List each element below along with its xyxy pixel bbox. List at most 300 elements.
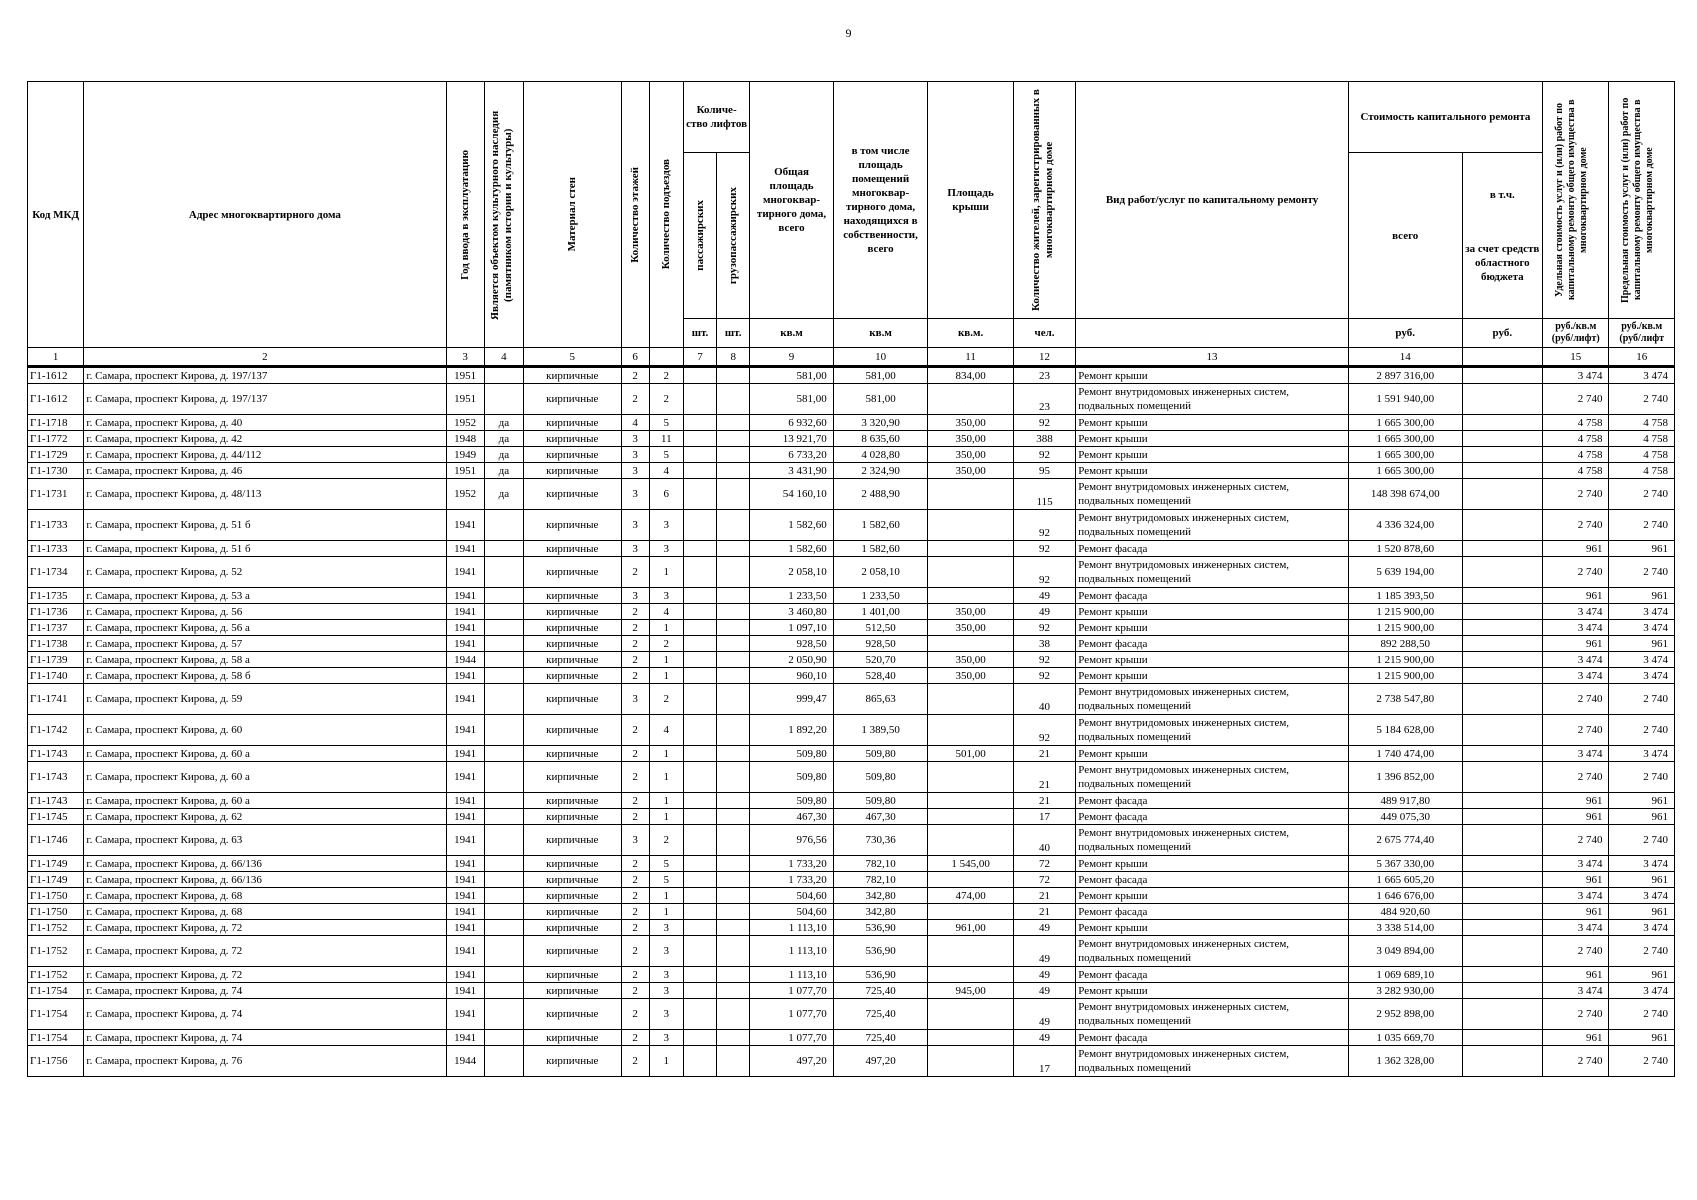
cell-heritage xyxy=(484,1030,523,1046)
cell-cost-budget xyxy=(1462,936,1543,967)
cell-work: Ремонт внутридомовых инженерных систем, подвальных помещений xyxy=(1076,715,1349,746)
cell-lifts-cargo xyxy=(717,367,750,384)
cell-lifts-cargo xyxy=(717,920,750,936)
cell-material: кирпичные xyxy=(523,1030,621,1046)
cell-work: Ремонт внутридомовых инженерных систем, подвальных помещений xyxy=(1076,762,1349,793)
cell-year: 1941 xyxy=(446,936,484,967)
cell-material: кирпичные xyxy=(523,541,621,557)
cell-unit-cost: 961 xyxy=(1543,588,1609,604)
cell-own-area: 497,20 xyxy=(833,1046,928,1077)
cell-kod: Г1-1742 xyxy=(28,715,84,746)
cell-residents: 49 xyxy=(1013,604,1075,620)
cell-address: г. Самара, проспект Кирова, д. 56 а xyxy=(84,620,446,636)
cell-work: Ремонт крыши xyxy=(1076,888,1349,904)
cell-residents: 92 xyxy=(1013,510,1075,541)
cell-cost-budget xyxy=(1462,652,1543,668)
cell-floors: 3 xyxy=(621,463,649,479)
cell-unit-cost: 961 xyxy=(1543,904,1609,920)
col-floors: Количество этажей xyxy=(621,82,649,348)
cell-entrances: 2 xyxy=(649,684,683,715)
table-row xyxy=(28,746,1675,762)
cell-cost-total: 1 215 900,00 xyxy=(1348,604,1462,620)
cell-entrances: 3 xyxy=(649,920,683,936)
cell-cost-budget xyxy=(1462,872,1543,888)
cell-address: г. Самара, проспект Кирова, д. 68 xyxy=(84,888,446,904)
cell-entrances: 1 xyxy=(649,1046,683,1077)
cell-floors: 2 xyxy=(621,620,649,636)
cell-entrances: 3 xyxy=(649,983,683,999)
cell-lifts-cargo xyxy=(717,793,750,809)
cell-entrances: 2 xyxy=(649,825,683,856)
cell-kod: Г1-1729 xyxy=(28,447,84,463)
cell-lifts-cargo xyxy=(717,983,750,999)
cell-year: 1944 xyxy=(446,652,484,668)
cell-kod: Г1-1743 xyxy=(28,793,84,809)
cell-floors: 3 xyxy=(621,479,649,510)
cell-roof-area xyxy=(928,793,1014,809)
cell-cost-total: 1 665 300,00 xyxy=(1348,447,1462,463)
cell-unit-cost: 3 474 xyxy=(1543,888,1609,904)
cell-kod: Г1-1749 xyxy=(28,872,84,888)
cell-cost-total: 148 398 674,00 xyxy=(1348,479,1462,510)
cell-own-area: 3 320,90 xyxy=(833,415,928,431)
cell-lifts-pass xyxy=(683,431,716,447)
cell-unit-cost: 3 474 xyxy=(1543,652,1609,668)
cell-entrances: 5 xyxy=(649,447,683,463)
cell-cost-budget xyxy=(1462,636,1543,652)
cell-cost-total: 1 215 900,00 xyxy=(1348,668,1462,684)
cell-lifts-pass xyxy=(683,479,716,510)
cell-limit-cost: 2 740 xyxy=(1609,936,1675,967)
cell-address: г. Самара, проспект Кирова, д. 60 а xyxy=(84,762,446,793)
cell-floors: 3 xyxy=(621,447,649,463)
col-lifts: Количе-ство лифтов xyxy=(683,82,749,153)
cell-roof-area: 834,00 xyxy=(928,367,1014,384)
cell-lifts-cargo xyxy=(717,652,750,668)
cell-kod: Г1-1737 xyxy=(28,620,84,636)
cell-cost-total: 1 665 300,00 xyxy=(1348,415,1462,431)
cell-total-area: 6 932,60 xyxy=(750,415,834,431)
col-material: Материал стен xyxy=(523,82,621,348)
cell-roof-area: 474,00 xyxy=(928,888,1014,904)
cell-heritage xyxy=(484,557,523,588)
cell-floors: 2 xyxy=(621,367,649,384)
cell-kod: Г1-1733 xyxy=(28,541,84,557)
cell-work: Ремонт крыши xyxy=(1076,668,1349,684)
cell-heritage xyxy=(484,983,523,999)
cell-residents: 49 xyxy=(1013,920,1075,936)
unit-own-area: кв.м xyxy=(833,319,928,348)
cell-work: Ремонт фасада xyxy=(1076,904,1349,920)
cell-cost-budget xyxy=(1462,463,1543,479)
cell-work: Ремонт крыши xyxy=(1076,983,1349,999)
cell-material: кирпичные xyxy=(523,620,621,636)
cell-cost-total: 1 665 300,00 xyxy=(1348,431,1462,447)
cell-material: кирпичные xyxy=(523,431,621,447)
cell-material: кирпичные xyxy=(523,652,621,668)
cell-lifts-cargo xyxy=(717,888,750,904)
cell-cost-total: 1 520 878,60 xyxy=(1348,541,1462,557)
cell-residents: 49 xyxy=(1013,1030,1075,1046)
cell-lifts-cargo xyxy=(717,588,750,604)
cell-lifts-pass xyxy=(683,809,716,825)
cell-lifts-pass xyxy=(683,463,716,479)
cell-cost-budget xyxy=(1462,557,1543,588)
cell-lifts-cargo xyxy=(717,447,750,463)
cell-unit-cost: 961 xyxy=(1543,793,1609,809)
cell-kod: Г1-1752 xyxy=(28,936,84,967)
cell-work: Ремонт внутридомовых инженерных систем, подвальных помещений xyxy=(1076,936,1349,967)
cell-roof-area xyxy=(928,1046,1014,1077)
cell-work: Ремонт крыши xyxy=(1076,652,1349,668)
table-row xyxy=(28,541,1675,557)
cell-entrances: 2 xyxy=(649,636,683,652)
cell-entrances: 3 xyxy=(649,936,683,967)
cell-lifts-cargo xyxy=(717,746,750,762)
cell-limit-cost: 2 740 xyxy=(1609,1046,1675,1077)
cell-lifts-pass xyxy=(683,541,716,557)
cell-work: Ремонт крыши xyxy=(1076,431,1349,447)
cell-total-area: 1 733,20 xyxy=(750,856,834,872)
table-row xyxy=(28,510,1675,541)
cell-floors: 2 xyxy=(621,1030,649,1046)
cell-address: г. Самара, проспект Кирова, д. 197/137 xyxy=(84,367,446,384)
col-kod: Код МКД xyxy=(28,82,84,348)
cell-residents: 92 xyxy=(1013,668,1075,684)
cell-cost-budget xyxy=(1462,541,1543,557)
cell-work: Ремонт крыши xyxy=(1076,415,1349,431)
cell-cost-budget xyxy=(1462,510,1543,541)
cell-cost-total: 5 367 330,00 xyxy=(1348,856,1462,872)
cell-cost-budget xyxy=(1462,684,1543,715)
cell-lifts-cargo xyxy=(717,463,750,479)
cell-cost-budget xyxy=(1462,367,1543,384)
cell-lifts-pass xyxy=(683,999,716,1030)
cell-entrances: 1 xyxy=(649,793,683,809)
cell-material: кирпичные xyxy=(523,510,621,541)
cell-residents: 72 xyxy=(1013,872,1075,888)
cell-limit-cost: 961 xyxy=(1609,636,1675,652)
cell-own-area: 342,80 xyxy=(833,888,928,904)
cell-roof-area xyxy=(928,904,1014,920)
cell-heritage xyxy=(484,872,523,888)
col-total-area: Общая площадь многоквар-тирного дома, всего xyxy=(750,82,834,319)
table-row xyxy=(28,636,1675,652)
cell-limit-cost: 961 xyxy=(1609,904,1675,920)
cell-lifts-pass xyxy=(683,856,716,872)
cell-work: Ремонт крыши xyxy=(1076,367,1349,384)
cell-floors: 2 xyxy=(621,809,649,825)
cell-year: 1941 xyxy=(446,825,484,856)
cell-kod: Г1-1734 xyxy=(28,557,84,588)
cell-own-area: 8 635,60 xyxy=(833,431,928,447)
cell-kod: Г1-1750 xyxy=(28,888,84,904)
cell-lifts-cargo xyxy=(717,1046,750,1077)
cell-address: г. Самара, проспект Кирова, д. 68 xyxy=(84,904,446,920)
cell-total-area: 581,00 xyxy=(750,367,834,384)
cell-cost-budget xyxy=(1462,920,1543,936)
cell-year: 1941 xyxy=(446,715,484,746)
cell-material: кирпичные xyxy=(523,762,621,793)
cell-total-area: 1 582,60 xyxy=(750,510,834,541)
cell-cost-budget xyxy=(1462,715,1543,746)
cell-lifts-pass xyxy=(683,668,716,684)
cell-total-area: 509,80 xyxy=(750,746,834,762)
cell-roof-area xyxy=(928,510,1014,541)
cell-material: кирпичные xyxy=(523,447,621,463)
cell-work: Ремонт крыши xyxy=(1076,920,1349,936)
cell-heritage xyxy=(484,715,523,746)
cell-material: кирпичные xyxy=(523,604,621,620)
cell-heritage xyxy=(484,936,523,967)
cell-cost-total: 5 184 628,00 xyxy=(1348,715,1462,746)
table-row xyxy=(28,983,1675,999)
cell-year: 1941 xyxy=(446,999,484,1030)
cell-address: г. Самара, проспект Кирова, д. 59 xyxy=(84,684,446,715)
cell-unit-cost: 4 758 xyxy=(1543,447,1609,463)
cell-unit-cost: 961 xyxy=(1543,967,1609,983)
cell-heritage xyxy=(484,888,523,904)
cell-limit-cost: 2 740 xyxy=(1609,384,1675,415)
cell-kod: Г1-1745 xyxy=(28,809,84,825)
cell-year: 1952 xyxy=(446,415,484,431)
column-number: 6 xyxy=(621,348,649,367)
unit-lifts-pass: шт. xyxy=(683,319,716,348)
cell-lifts-cargo xyxy=(717,557,750,588)
cell-cost-total: 1 035 669,70 xyxy=(1348,1030,1462,1046)
cell-total-area: 6 733,20 xyxy=(750,447,834,463)
table-row xyxy=(28,1046,1675,1077)
cell-address: г. Самара, проспект Кирова, д. 74 xyxy=(84,1030,446,1046)
cell-kod: Г1-1754 xyxy=(28,983,84,999)
cell-own-area: 1 582,60 xyxy=(833,541,928,557)
col-own-area: в том числе площадь помещений многоквар-тирного дома, находящихся в собственности, всего xyxy=(833,82,928,319)
column-number: 3 xyxy=(446,348,484,367)
cell-residents: 21 xyxy=(1013,746,1075,762)
cell-material: кирпичные xyxy=(523,793,621,809)
cell-limit-cost: 2 740 xyxy=(1609,684,1675,715)
cell-roof-area xyxy=(928,1030,1014,1046)
column-number: 13 xyxy=(1076,348,1349,367)
table-row xyxy=(28,588,1675,604)
cell-floors: 2 xyxy=(621,746,649,762)
cell-total-area: 1 113,10 xyxy=(750,920,834,936)
cell-heritage xyxy=(484,604,523,620)
cell-floors: 2 xyxy=(621,384,649,415)
cell-roof-area: 501,00 xyxy=(928,746,1014,762)
cell-cost-budget xyxy=(1462,620,1543,636)
cell-work: Ремонт внутридомовых инженерных систем, подвальных помещений xyxy=(1076,479,1349,510)
cell-cost-budget xyxy=(1462,588,1543,604)
cell-heritage xyxy=(484,541,523,557)
cell-material: кирпичные xyxy=(523,967,621,983)
cell-residents: 95 xyxy=(1013,463,1075,479)
cell-total-area: 2 058,10 xyxy=(750,557,834,588)
cell-year: 1941 xyxy=(446,762,484,793)
cell-floors: 2 xyxy=(621,872,649,888)
cell-total-area: 497,20 xyxy=(750,1046,834,1077)
cell-own-area: 520,70 xyxy=(833,652,928,668)
cell-limit-cost: 2 740 xyxy=(1609,999,1675,1030)
cell-cost-total: 2 952 898,00 xyxy=(1348,999,1462,1030)
cell-floors: 2 xyxy=(621,904,649,920)
cell-unit-cost: 2 740 xyxy=(1543,510,1609,541)
cell-lifts-cargo xyxy=(717,384,750,415)
cell-work: Ремонт фасада xyxy=(1076,809,1349,825)
cell-lifts-pass xyxy=(683,620,716,636)
cell-entrances: 3 xyxy=(649,510,683,541)
cell-residents: 49 xyxy=(1013,983,1075,999)
cell-kod: Г1-1740 xyxy=(28,668,84,684)
cell-address: г. Самара, проспект Кирова, д. 63 xyxy=(84,825,446,856)
cell-kod: Г1-1612 xyxy=(28,367,84,384)
cell-work: Ремонт крыши xyxy=(1076,463,1349,479)
cell-cost-total: 892 288,50 xyxy=(1348,636,1462,652)
cell-lifts-pass xyxy=(683,557,716,588)
cell-heritage xyxy=(484,588,523,604)
cell-unit-cost: 2 740 xyxy=(1543,384,1609,415)
table-row xyxy=(28,668,1675,684)
cell-unit-cost: 961 xyxy=(1543,541,1609,557)
cell-kod: Г1-1754 xyxy=(28,999,84,1030)
cell-own-area: 467,30 xyxy=(833,809,928,825)
column-number: 2 xyxy=(84,348,446,367)
cell-cost-total: 1 362 328,00 xyxy=(1348,1046,1462,1077)
cell-total-area: 504,60 xyxy=(750,904,834,920)
cell-floors: 2 xyxy=(621,1046,649,1077)
cell-total-area: 1 077,70 xyxy=(750,1030,834,1046)
cell-year: 1941 xyxy=(446,920,484,936)
cell-floors: 2 xyxy=(621,793,649,809)
cell-year: 1941 xyxy=(446,668,484,684)
unit-unit-cost: руб./кв.м (руб/лифт) xyxy=(1543,319,1609,348)
cell-total-area: 3 460,80 xyxy=(750,604,834,620)
cell-lifts-pass xyxy=(683,904,716,920)
cell-floors: 2 xyxy=(621,604,649,620)
cell-total-area: 504,60 xyxy=(750,888,834,904)
cell-material: кирпичные xyxy=(523,684,621,715)
cell-lifts-pass xyxy=(683,920,716,936)
cell-entrances: 1 xyxy=(649,809,683,825)
cell-total-area: 1 113,10 xyxy=(750,967,834,983)
cell-lifts-cargo xyxy=(717,431,750,447)
cell-year: 1951 xyxy=(446,367,484,384)
col-cost-budget: в т.ч. за счет средств областного бюджета xyxy=(1462,153,1543,319)
cell-total-area: 3 431,90 xyxy=(750,463,834,479)
cell-residents: 23 xyxy=(1013,384,1075,415)
cell-heritage: да xyxy=(484,415,523,431)
cell-year: 1941 xyxy=(446,967,484,983)
cell-material: кирпичные xyxy=(523,920,621,936)
cell-material: кирпичные xyxy=(523,668,621,684)
cell-address: г. Самара, проспект Кирова, д. 46 xyxy=(84,463,446,479)
cell-material: кирпичные xyxy=(523,983,621,999)
cell-address: г. Самара, проспект Кирова, д. 74 xyxy=(84,999,446,1030)
cell-year: 1941 xyxy=(446,888,484,904)
cell-address: г. Самара, проспект Кирова, д. 74 xyxy=(84,983,446,999)
table-row xyxy=(28,620,1675,636)
table-row xyxy=(28,920,1675,936)
cell-total-area: 509,80 xyxy=(750,762,834,793)
cell-roof-area: 350,00 xyxy=(928,604,1014,620)
cell-floors: 3 xyxy=(621,684,649,715)
cell-floors: 4 xyxy=(621,415,649,431)
cell-limit-cost: 961 xyxy=(1609,541,1675,557)
cell-cost-budget xyxy=(1462,967,1543,983)
cell-kod: Г1-1750 xyxy=(28,904,84,920)
cell-material: кирпичные xyxy=(523,999,621,1030)
cell-cost-budget xyxy=(1462,479,1543,510)
cell-residents: 388 xyxy=(1013,431,1075,447)
col-address: Адрес многоквартирного дома xyxy=(84,82,446,348)
cell-roof-area xyxy=(928,825,1014,856)
cell-cost-total: 489 917,80 xyxy=(1348,793,1462,809)
cell-lifts-pass xyxy=(683,684,716,715)
cell-address: г. Самара, проспект Кирова, д. 197/137 xyxy=(84,384,446,415)
cell-entrances: 4 xyxy=(649,604,683,620)
cell-limit-cost: 3 474 xyxy=(1609,888,1675,904)
cell-address: г. Самара, проспект Кирова, д. 42 xyxy=(84,431,446,447)
cell-material: кирпичные xyxy=(523,557,621,588)
cell-year: 1941 xyxy=(446,983,484,999)
cell-roof-area xyxy=(928,762,1014,793)
cell-unit-cost: 3 474 xyxy=(1543,620,1609,636)
cell-year: 1941 xyxy=(446,588,484,604)
cell-limit-cost: 3 474 xyxy=(1609,620,1675,636)
cell-residents: 21 xyxy=(1013,762,1075,793)
cell-lifts-pass xyxy=(683,447,716,463)
cell-heritage xyxy=(484,1046,523,1077)
table-row xyxy=(28,367,1675,384)
table-row xyxy=(28,479,1675,510)
cell-lifts-cargo xyxy=(717,1030,750,1046)
cell-heritage: да xyxy=(484,463,523,479)
cell-cost-total: 3 282 930,00 xyxy=(1348,983,1462,999)
cell-material: кирпичные xyxy=(523,746,621,762)
cell-cost-total: 5 639 194,00 xyxy=(1348,557,1462,588)
cell-own-area: 4 028,80 xyxy=(833,447,928,463)
cell-limit-cost: 961 xyxy=(1609,793,1675,809)
cell-lifts-pass xyxy=(683,1046,716,1077)
cell-roof-area xyxy=(928,384,1014,415)
cell-floors: 2 xyxy=(621,920,649,936)
column-number: 11 xyxy=(928,348,1014,367)
cell-cost-total: 1 185 393,50 xyxy=(1348,588,1462,604)
cell-entrances: 3 xyxy=(649,1030,683,1046)
cell-unit-cost: 961 xyxy=(1543,636,1609,652)
col-year: Год ввода в эксплуатацию xyxy=(446,82,484,348)
cell-year: 1949 xyxy=(446,447,484,463)
column-number: 7 xyxy=(683,348,716,367)
cell-material: кирпичные xyxy=(523,479,621,510)
cell-address: г. Самара, проспект Кирова, д. 53 а xyxy=(84,588,446,604)
cell-roof-area: 1 545,00 xyxy=(928,856,1014,872)
cell-floors: 3 xyxy=(621,541,649,557)
cell-lifts-pass xyxy=(683,510,716,541)
cell-cost-total: 1 591 940,00 xyxy=(1348,384,1462,415)
cell-roof-area: 350,00 xyxy=(928,415,1014,431)
column-number: 16 xyxy=(1609,348,1675,367)
cell-year: 1941 xyxy=(446,809,484,825)
cell-roof-area xyxy=(928,557,1014,588)
cell-roof-area xyxy=(928,872,1014,888)
cell-lifts-pass xyxy=(683,936,716,967)
cell-material: кирпичные xyxy=(523,463,621,479)
cell-cost-budget xyxy=(1462,604,1543,620)
cell-floors: 2 xyxy=(621,888,649,904)
column-number: 10 xyxy=(833,348,928,367)
cell-limit-cost: 961 xyxy=(1609,967,1675,983)
